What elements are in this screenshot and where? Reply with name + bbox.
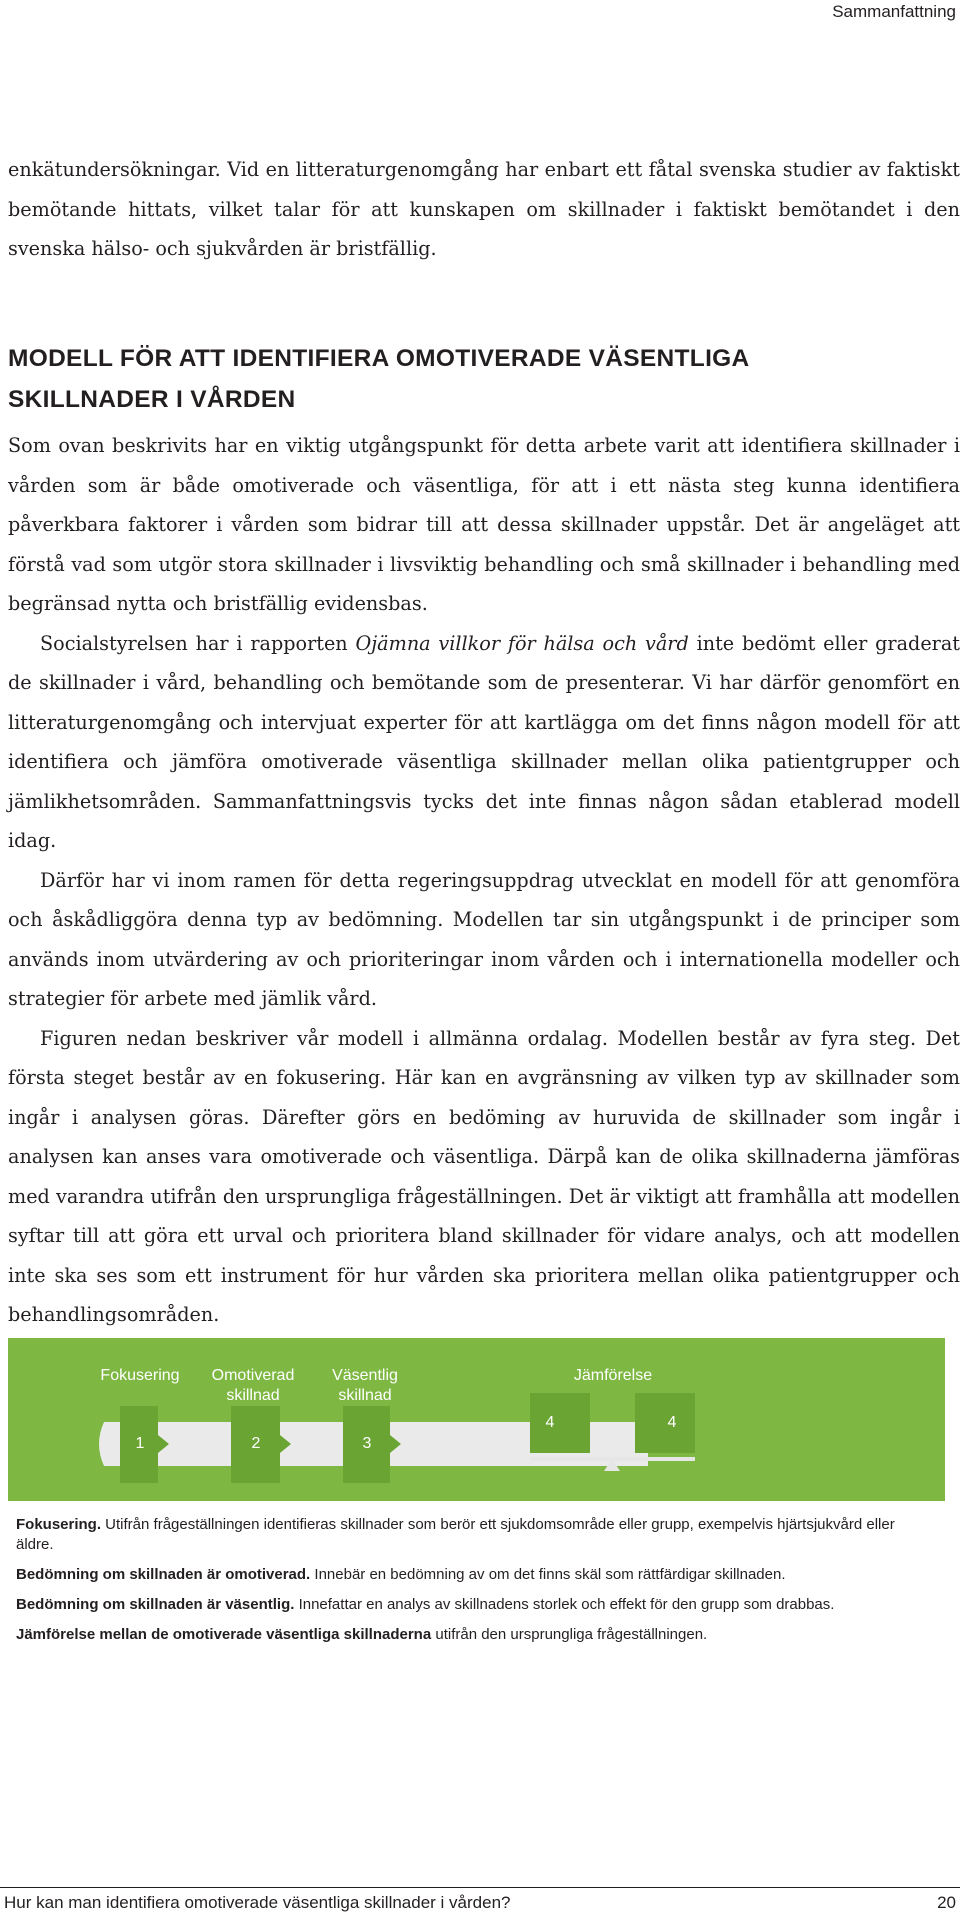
figure-captions <box>16 1515 936 1655</box>
step-2-label-line2: skillnad <box>226 1387 280 1404</box>
step-2-label <box>208 1366 298 1406</box>
page-number: 20 <box>937 1893 956 1912</box>
paragraph-4: Figuren nedan beskriver vår modell i allmänna ordalag. Modellen består av fyra steg. Det första steget består av en fokusering. Här kan en avgränsning av vilken typ av skillnader som ingår i analysen göras. Därefter görs en bedöming av huruvida de skillnader som ingår i analysen kan anses vara omotiverade och väsentliga. Därpå kan de olika skillnaderna jämföras med varandra utifrån den ursprungliga frågeställningen. Det är viktigt att framhålla att modellen syftar till att göra ett urval och prioritera bland skillnader för vidare analys, och att modellen inte ska ses som ett instrument för hur vården ska prioritera mellan olika patientgrupper och behandlingsområden. <box>8 1026 960 1326</box>
intro-paragraph <box>8 150 960 269</box>
caption-3 <box>16 1595 936 1615</box>
paragraph-1: Som ovan beskrivits har en viktig utgångspunkt för detta arbete varit att identifiera skillnader i vården som är både omotiverade och väsentliga, för att i ett nästa steg kunna identifiera påverkbara faktorer i vården som bidrar till att dessa skillnader uppstår. Det är angeläget att förstå vad som utgör stora skillnader i livsviktig behandling och små skillnader i behandling med begränsad nytta och bristfällig evidensbas. <box>8 434 960 615</box>
main-paragraphs <box>8 426 960 1335</box>
caption-1-term: Fokusering. <box>16 1516 102 1533</box>
section-heading-line2: SKILLNADER I VÅRDEN <box>8 386 296 413</box>
running-head: Sammanfattning <box>832 2 956 21</box>
paragraph-2 <box>8 624 960 861</box>
step-3-label <box>320 1366 410 1406</box>
caption-3-term: Bedömning om skillnaden är väsentlig. <box>16 1596 295 1613</box>
step-4b-number: 4 <box>667 1414 677 1431</box>
step-2-label-line1: Omotiverad <box>211 1367 295 1384</box>
caption-2-text: Innebär en bedömning av om det finns skäl som rättfärdigar skillnaden. <box>310 1566 786 1583</box>
step-3-label-line2: skillnad <box>338 1387 392 1404</box>
section-heading-line1: MODELL FÖR ATT IDENTIFIERA OMOTIVERADE VÄSENTLIGA <box>8 345 750 372</box>
step-4a-number: 4 <box>545 1414 555 1431</box>
paragraph-3: Därför har vi inom ramen för detta regeringsuppdrag utvecklat en modell för att genomföra och åskådliggöra denna typ av bedömning. Modellen tar sin utgångspunkt i de principer som används inom utvärdering av och prioriteringar inom vården och i internationella modeller och strategier för arbete med jämlik vård. <box>8 868 960 1010</box>
step-3-label-line1: Väsentlig <box>332 1367 398 1384</box>
report-title: Ojämna villkor för hälsa och vård <box>355 631 689 655</box>
intro-text: enkätundersökningar. Vid en litteraturgenomgång har enbart ett fåtal svenska studier av faktiskt bemötande hittats, vilket talar för att kunskapen om skillnader i faktiskt bemötandet i den svenska hälso- och sjukvården är bristfällig. <box>8 158 960 260</box>
caption-4-text: utifrån den ursprungliga frågeställningen. <box>431 1626 708 1643</box>
model-diagram <box>8 1338 945 1501</box>
step-4a-box <box>530 1393 590 1453</box>
step-1-label: Fokusering <box>100 1367 180 1384</box>
footer-divider <box>0 1887 960 1888</box>
caption-1-text: Utifrån frågeställningen identifieras skillnader som berör ett sjukdomsområde eller grupp, exempelvis hjärtsjukvård eller äldre. <box>16 1516 895 1553</box>
caption-1 <box>16 1515 936 1555</box>
paragraph-2-start: Socialstyrelsen har i rapporten <box>40 631 356 655</box>
step-3-number: 3 <box>362 1435 372 1452</box>
step-4-label: Jämförelse <box>573 1367 653 1384</box>
caption-4-term: Jämförelse mellan de omotiverade väsentliga skillnaderna <box>16 1626 432 1643</box>
model-figure <box>8 1338 945 1501</box>
caption-3-text: Innefattar en analys av skillnadens storlek och effekt för den grupp som drabbas. <box>294 1596 835 1613</box>
step-2-number: 2 <box>251 1435 261 1452</box>
section-heading <box>8 338 958 420</box>
step-1-number: 1 <box>135 1435 145 1452</box>
footer-title: Hur kan man identifiera omotiverade väsentliga skillnader i vården? <box>4 1893 511 1912</box>
caption-2 <box>16 1565 936 1585</box>
caption-4 <box>16 1625 936 1645</box>
paragraph-2-end: inte bedömt eller graderat de skillnader i vård, behandling och bemötande som de presenterar. Vi har därför genomfört en litteraturgenomgång och intervjuat experter för att kartlägga om det finns någon modell för att identifiera och jämföra omotiverade väsentliga skillnader mellan olika patientgrupper och jämlikhetsområden. Sammanfattningsvis tycks det inte finnas någon sådan etablerad modell idag. <box>8 631 960 852</box>
caption-2-term: Bedömning om skillnaden är omotiverad. <box>16 1566 311 1583</box>
